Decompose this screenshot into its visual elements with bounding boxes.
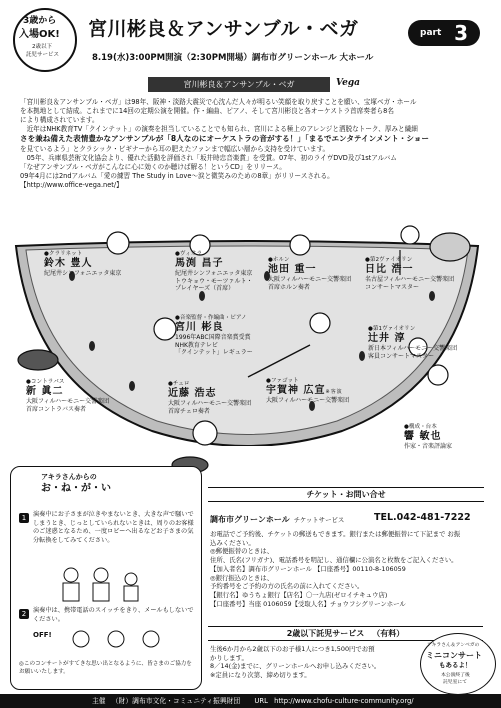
intro-text: [20, 98, 482, 190]
member-contrabass: [26, 379, 109, 413]
member-name: 馬渕 昌子: [175, 257, 224, 269]
mini-concert-badge: [420, 633, 496, 695]
member-role: ●コントラバス: [26, 379, 65, 385]
mini-l2: ミニコンサート: [426, 651, 482, 660]
ticket-venue: 調布市グリーンホール チケットサービス: [210, 515, 345, 524]
badge-line4: 託児サービス: [26, 52, 60, 58]
member-name: 近藤 浩志: [168, 387, 217, 399]
member-org: 大阪フィルハーモニー交響楽団 首席コントラバス奏者: [26, 398, 110, 413]
part-label: part: [420, 28, 442, 38]
member-org: 新日本フィルハーモニー交響楽団 客員コンサートマスター: [368, 345, 458, 360]
age-badge: [13, 8, 77, 72]
member-role: ●ファゴット: [266, 378, 299, 384]
footer-sponsor: （財）調布市文化・コミュニティ振興財団: [111, 697, 241, 705]
member-bassoon: [266, 378, 349, 405]
para-line: 【http://www.office-vega.net/】: [20, 181, 123, 190]
member-name: 新 眞二: [26, 385, 64, 397]
request-num-1: 1: [19, 513, 29, 523]
para-line: を見ているよう」とクラシック・ビギナーから耳の肥えたファンまで幅広い層から支持を受けています。: [20, 144, 330, 153]
subtitle-bar: 宮川彬良＆アンサンブル・ベガ: [148, 77, 330, 92]
ticket-tel[interactable]: TEL.042-481-7222: [374, 512, 471, 523]
request-box: [10, 466, 202, 690]
kids-line: ※定員になり次第、締め切ります。: [210, 671, 311, 680]
member-org: 作家・音楽評論家: [404, 443, 453, 451]
ticket-line: ◎銀行振込のときは、: [210, 573, 274, 582]
member-name: 宮川 彬良: [175, 321, 224, 333]
ticket-line: 込みください。: [210, 538, 255, 547]
member-role: ●クラリネット: [44, 251, 83, 257]
ticket-line: 住所、氏名(フリガナ)、電話番号を明記し、通信欄に公演名と枚数をご記入ください。: [210, 556, 458, 565]
badge-line1: 3歳から: [23, 16, 57, 26]
member-org: 大阪フィルハーモニー交響楽団 首席ホルン奏者: [268, 276, 352, 291]
footer-url-label: URL: [254, 697, 268, 705]
ticket-line: 予約番号をご予約の方の氏名の前に入れてください。: [210, 582, 364, 591]
kids-line: 生後6か月から2歳以下のお子様1人につき1,500円でお預: [210, 645, 375, 653]
date-venue: 8.19(水)3:00PM開演（2:30PM開場）調布市グリーンホール 大ホール: [92, 53, 374, 63]
vega-logo: Vega: [336, 78, 361, 88]
mini-l4: 本公演終了後: [441, 673, 470, 678]
member-org: 紀尾井シンフォニエッタ東京 トウキョウ・モーツァルト・ プレイヤーズ（首席）: [175, 270, 253, 293]
member-org: 紀尾井シンフォニエッタ東京: [44, 270, 122, 278]
member-role: ●構成・台本: [404, 424, 437, 430]
member-role: ●チェロ: [168, 381, 190, 387]
member-role: ●ホルン: [268, 257, 290, 263]
kids-line: 8／14(金)までに、グリーンホールへお申し込みください。: [210, 662, 381, 671]
member-horn: [268, 257, 351, 291]
para-line: を本拠地として結成。これまでに14回の定期公演を開催。作・編曲、ピアノ、そして宮川彬良と各オーケストラ首席奏者ら8名: [20, 107, 394, 116]
guest-note: ※客演: [325, 388, 343, 395]
para-line: により構成されています。: [20, 116, 99, 125]
request-note: ◎このコンサートがすてきな思い出となるように、皆さまのご協力をお願いいたします。: [19, 661, 192, 675]
ticket-details: [210, 530, 460, 608]
member-name: 宇賀神 広宣※客演: [266, 384, 343, 396]
ticket-title: チケット・お問い合せ: [208, 487, 484, 502]
page-title: 宮川彬良＆アンサンブル・ベガ: [88, 18, 359, 40]
para-line: 09年4月には2ndアルバム「愛の練習 The Study in Love〜涙と微笑みのための8章」がリリースされる。: [20, 172, 334, 181]
phone-drawing: [66, 627, 176, 657]
member-org: 1996年ABC国際音楽賞受賞 NHK教育テレビ 「クインテット」レギュラー: [175, 334, 253, 357]
member-org: 名古屋フィルハーモニー交響楽団 コンサートマスター: [365, 276, 455, 291]
footer: [0, 694, 501, 708]
ticket-line: 【加入者名】調布市グリーンホール 【口座番号】00110-8-106059: [210, 564, 406, 573]
family-drawing: [51, 565, 161, 605]
member-piano: [175, 315, 253, 357]
ticket-line: ◎郵便振替のときは、: [210, 547, 274, 556]
member-name: 池田 重一: [268, 263, 317, 275]
ticket-line: お電話でご予約後、チケットの郵送もできます。銀行または郵便振替にて下記まで お振: [210, 530, 461, 538]
mini-l5: 託児室にて: [443, 680, 467, 685]
para-line: 05年、兵庫県芸術文化協会より、優れた活動を評価され「坂井時忠音楽賞」を受賞。07年、初のライヴDVD及び1stアルバム: [20, 153, 397, 162]
request-item1: 演奏中にお子さまが泣きやまないとき、大きな声で騒いでしまうとき、じっとしていられないときは、周りのお客様のご迷惑となるため、一度ロビーへ出るなどお子さまの気分転換をしてみてください。: [33, 511, 194, 545]
para-line: 「宮川彬良＆アンサンブル・ベガ」は98年、阪神・淡路大震災で心沈んだ人々が明るい笑顔を取り戻すことを願い、宝塚ベガ・ホール: [20, 98, 417, 106]
para-line: さを兼ね備えた表情豊かなアンサンブルが「8人なのにオーケストラの音がする！」「まるでエンタテインメント・ショー: [20, 134, 429, 144]
member-viola: [175, 251, 252, 293]
footer-url[interactable]: http://www.chofu-culture-community.org/: [274, 697, 414, 705]
kids-details: [210, 645, 380, 680]
member-org: 大阪フィルハーモニー交響楽団 首席チェロ奏者: [168, 400, 252, 415]
off-label: OFF!: [33, 631, 52, 639]
badge-line3: 2歳以下: [32, 44, 52, 50]
member-role: ●第1ヴァイオリン: [368, 326, 416, 332]
request-num-2: 2: [19, 609, 29, 619]
member-role: ●音楽監督・作編曲・ピアノ: [175, 315, 247, 321]
member-violin2: [365, 257, 454, 291]
kids-title: 2歳以下託児サービス （有料）: [208, 626, 483, 641]
member-name: 響 敏也: [404, 430, 442, 442]
mini-l1: アキラさん＆アンベガの: [427, 643, 480, 648]
request-head2: お・ね・が・い: [41, 483, 111, 494]
member-cello: [168, 381, 251, 415]
member-role: ●第2ヴァイオリン: [365, 257, 413, 263]
member-org: 大阪フィルハーモニー交響楽団: [266, 397, 350, 405]
member-name: 日比 浩一: [365, 263, 414, 275]
member-script: [404, 424, 452, 451]
request-item2: 演奏中は、携帯電話のスイッチをきり、メールもしないでください。: [33, 607, 194, 623]
kids-paid: （有料）: [372, 629, 405, 638]
part-number: 3: [454, 21, 468, 45]
para-line: 近年はNHK教育TV「クインテット」の演奏を担当していることでも知られ、宮川による極上のアレンジと洒脱なトーク、厚みと繊細: [20, 125, 418, 134]
ticket-service-label: チケットサービス: [293, 516, 345, 524]
kids-line: かりします。: [210, 653, 248, 662]
request-head1: アキラさんからの: [41, 473, 97, 481]
member-name: 鈴木 豊人: [44, 257, 93, 269]
footer-sponsor-label: 主催: [92, 697, 106, 705]
member-violin1: [368, 326, 457, 360]
ticket-line: 【口座番号】当座 0106059【受取人名】チョウフシグリーンホール: [210, 599, 406, 608]
mini-l3: もあるよ！: [439, 661, 472, 669]
member-name: 辻井 淳: [368, 332, 406, 344]
member-clarinet: [44, 251, 121, 278]
para-line: 「なぜアンサンブル・ベガがこんなに心に効くのか聴けば解る！というCD」をリリース。: [20, 163, 286, 172]
badge-line2: 入場OK!: [19, 29, 60, 40]
ticket-line: 【銀行名】ゆうちょ銀行【店名】〇一九店(ゼロイチキュウ店): [210, 590, 388, 599]
part-badge: [408, 20, 480, 46]
member-role: ●ヴィオラ: [175, 251, 202, 257]
